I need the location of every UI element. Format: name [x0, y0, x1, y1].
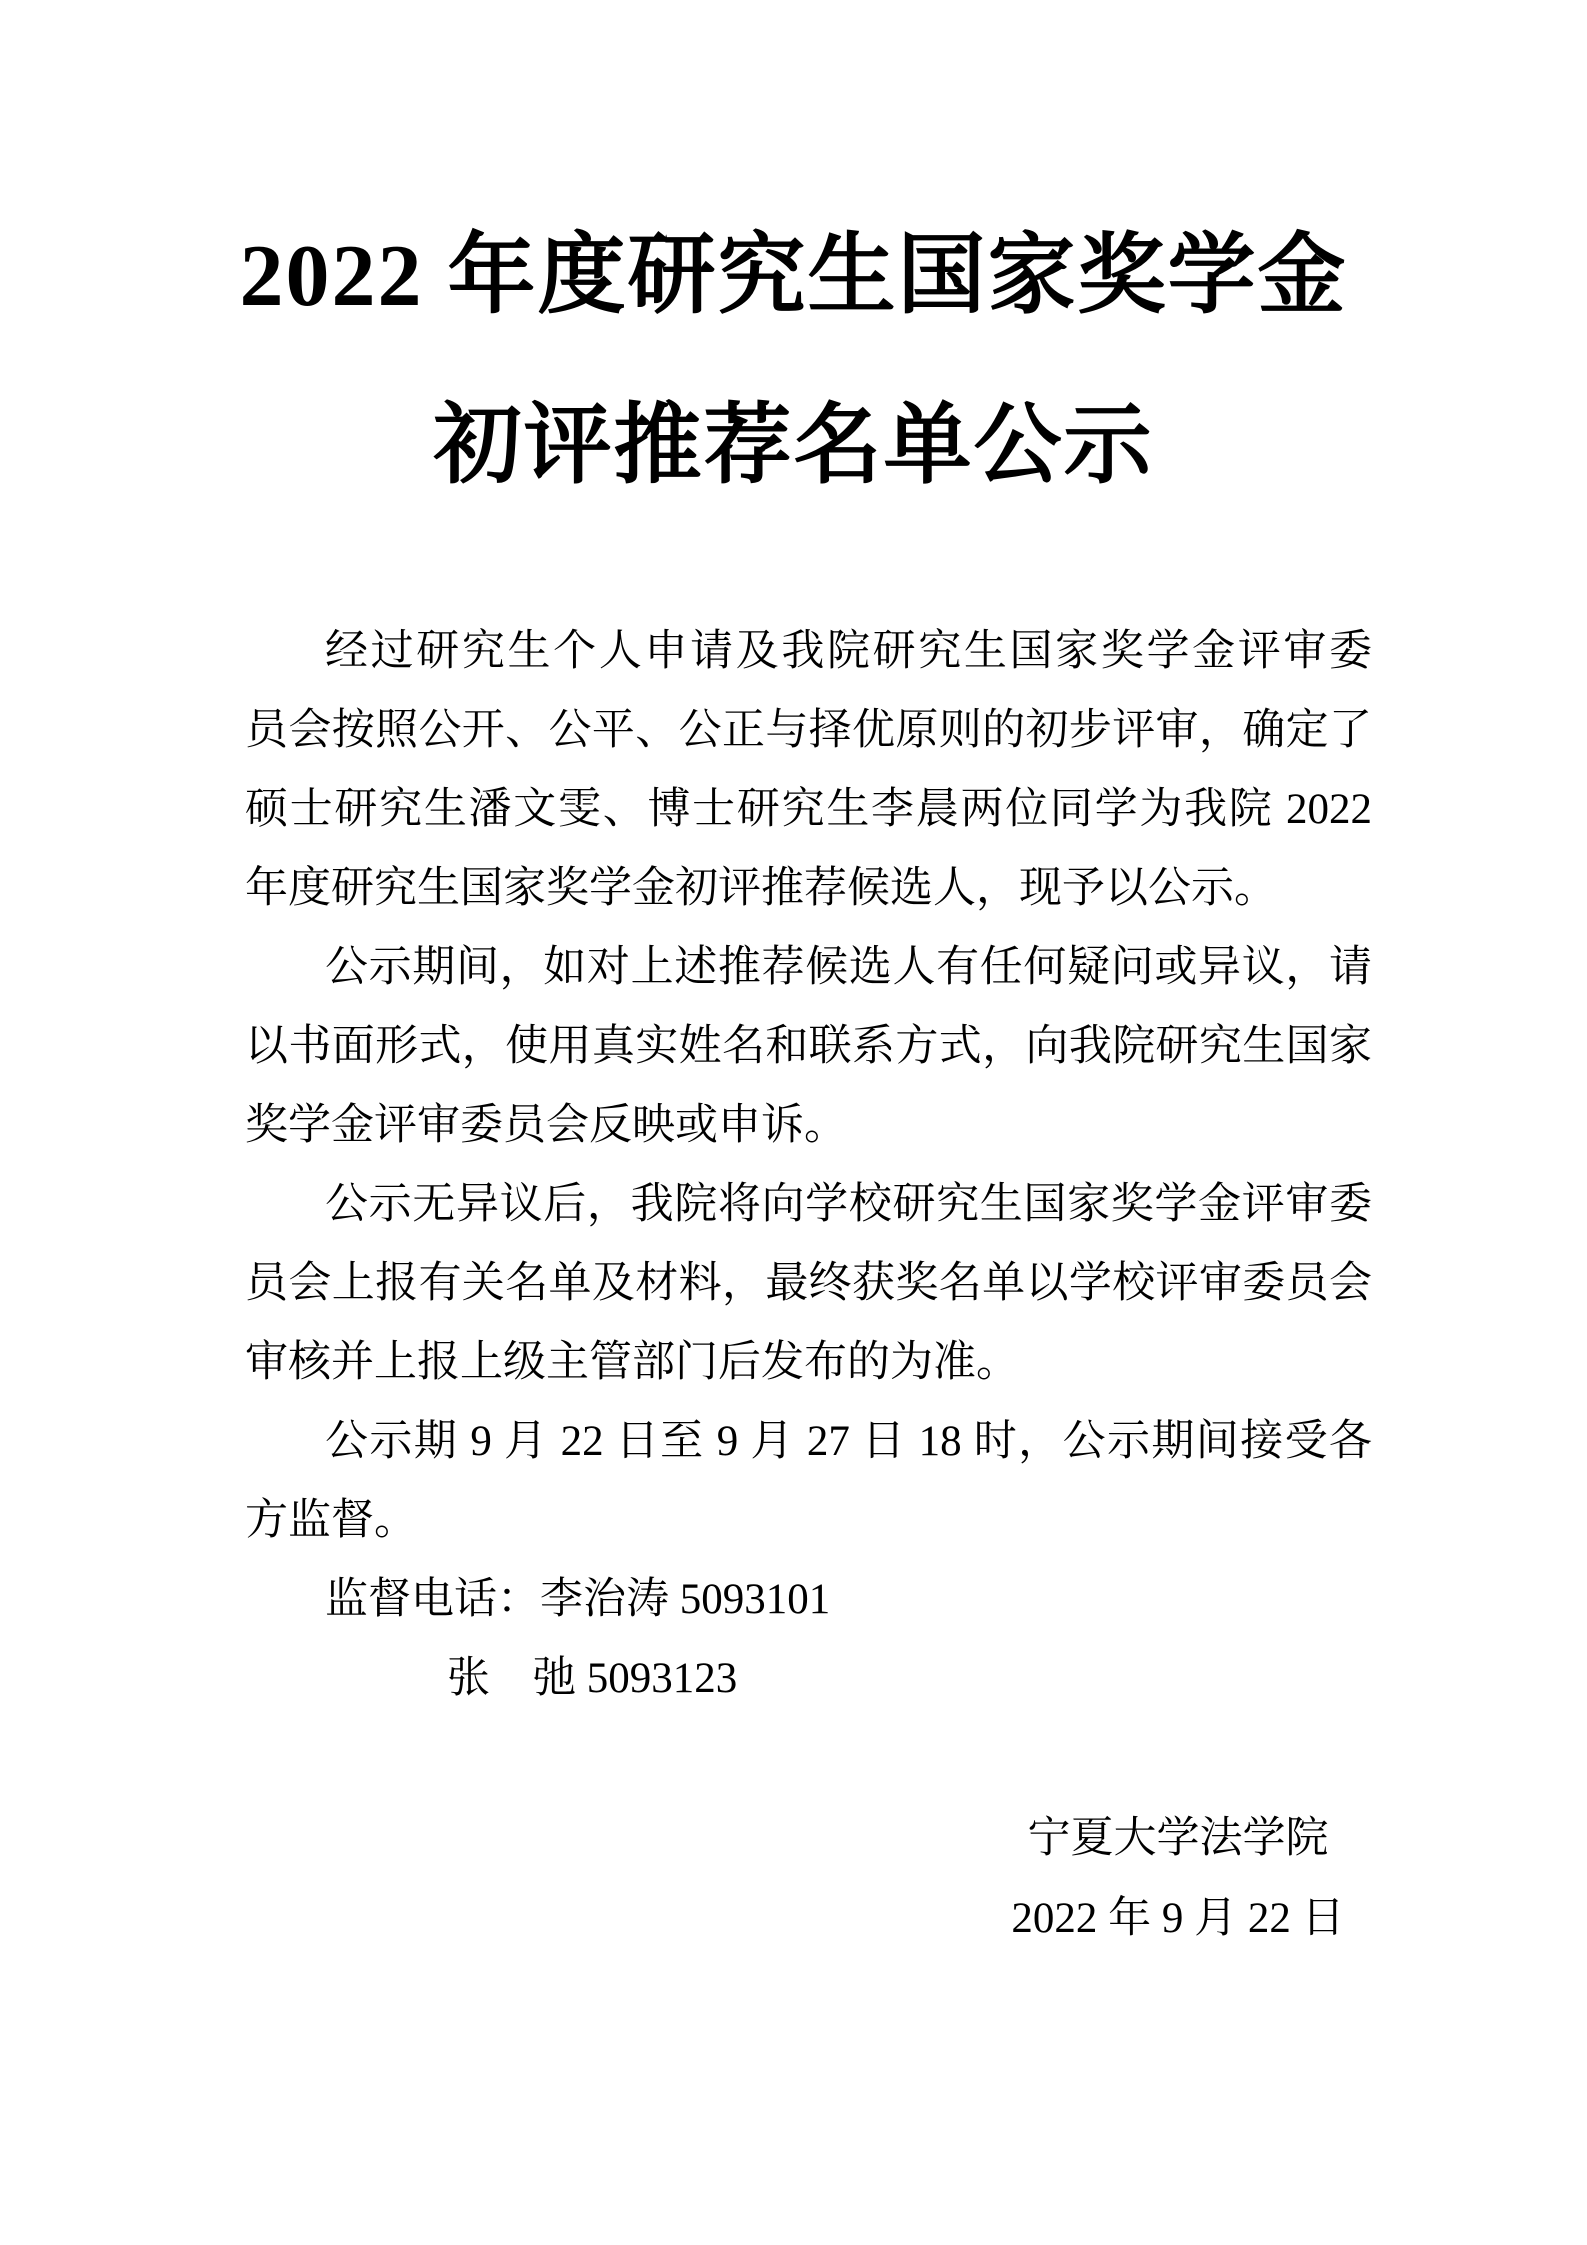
body-line: 员会按照公开、公平、公正与择优原则的初步评审，确定了: [245, 707, 1372, 754]
title-line-1: 2022 年度研究生国家奖学金: [239, 228, 1348, 325]
body-line: 方监督。: [245, 1497, 417, 1544]
body-line: 以书面形式，使用真实姓名和联系方式，向我院研究生国家: [245, 1023, 1372, 1070]
signature-date: 2022 年 9 月 22 日: [1011, 1895, 1345, 1942]
body-line: 奖学金评审委员会反映或申诉。: [245, 1102, 847, 1149]
body-line: 审核并上报上级主管部门后发布的为准。: [245, 1339, 1019, 1386]
document-title: [0, 192, 1587, 532]
body-line: 公示期间，如对上述推荐候选人有任何疑问或异议，请: [325, 944, 1372, 991]
signature-organization: 宁夏大学法学院: [1027, 1815, 1329, 1862]
document-body: [245, 612, 1372, 1718]
signature-block: [1008, 1799, 1348, 1959]
body-line: 年度研究生国家奖学金初评推荐候选人，现予以公示。: [245, 865, 1277, 912]
body-line: 监督电话：李治涛 5093101: [325, 1576, 831, 1623]
body-line: 员会上报有关名单及材料，最终获奖名单以学校评审委员会: [245, 1260, 1372, 1307]
body-line: 硕士研究生潘文雯、博士研究生李晨两位同学为我院 2022: [245, 786, 1372, 833]
body-line: 公示无异议后，我院将向学校研究生国家奖学金评审委: [325, 1181, 1372, 1228]
body-line: 张 弛 5093123: [447, 1655, 738, 1702]
body-line: 公示期 9 月 22 日至 9 月 27 日 18 时，公示期间接受各: [325, 1418, 1372, 1465]
body-line: 经过研究生个人申请及我院研究生国家奖学金评审委: [325, 628, 1372, 675]
title-line-2: 初评推荐名单公示: [433, 398, 1154, 495]
